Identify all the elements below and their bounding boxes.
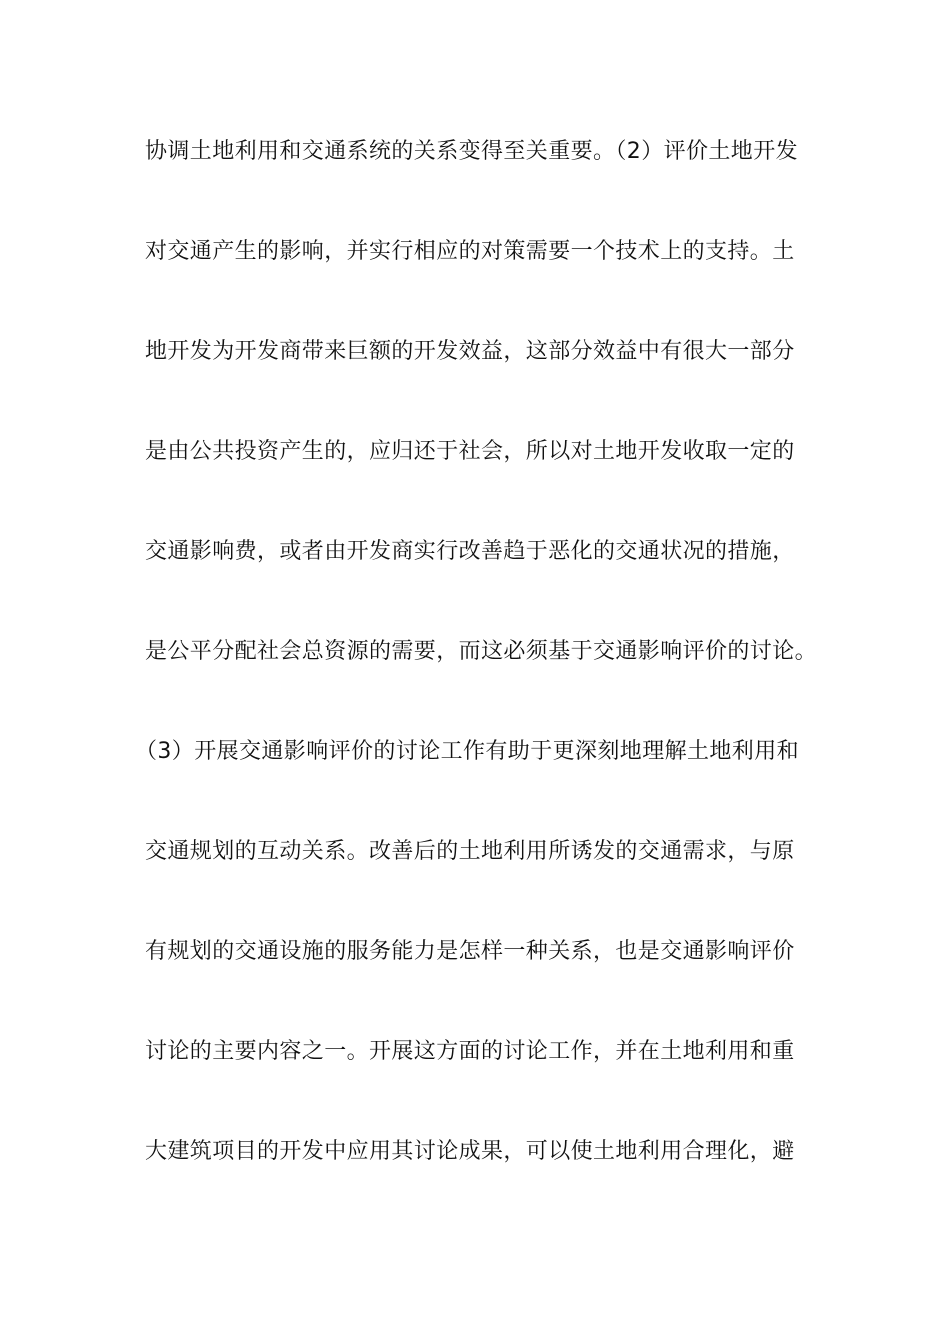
- body-text: [135, 132, 825, 1232]
- text-line-1: 协调土地利用和交通系统的关系变得至关重要。（2）评价土地开发: [145, 139, 798, 164]
- text-line-9: 有规划的交通设施的服务能力是怎样一种关系，也是交通影响评价: [145, 939, 795, 964]
- text-line-3: 地开发为开发商带来巨额的开发效益，这部分效益中有很大一部分: [145, 339, 795, 364]
- text-line-8: 交通规划的互动关系。改善后的土地利用所诱发的交通需求，与原: [145, 839, 795, 864]
- text-line-2: 对交通产生的影响，并实行相应的对策需要一个技术上的支持。土: [145, 239, 795, 264]
- text-line-5: 交通影响费，或者由开发商实行改善趋于恶化的交通状况的措施，: [145, 539, 795, 564]
- text-line-4: 是由公共投资产生的，应归还于社会，所以对土地开发收取一定的: [145, 439, 795, 464]
- text-line-10: 讨论的主要内容之一。开展这方面的讨论工作，并在土地利用和重: [145, 1039, 795, 1064]
- text-line-7: （3）开展交通影响评价的讨论工作有助于更深刻地理解土地利用和: [135, 739, 799, 764]
- text-line-11: 大建筑项目的开发中应用其讨论成果，可以使土地利用合理化，避: [145, 1139, 795, 1164]
- text-line-6: 是公平分配社会总资源的需要，而这必须基于交通影响评价的讨论。: [145, 639, 818, 664]
